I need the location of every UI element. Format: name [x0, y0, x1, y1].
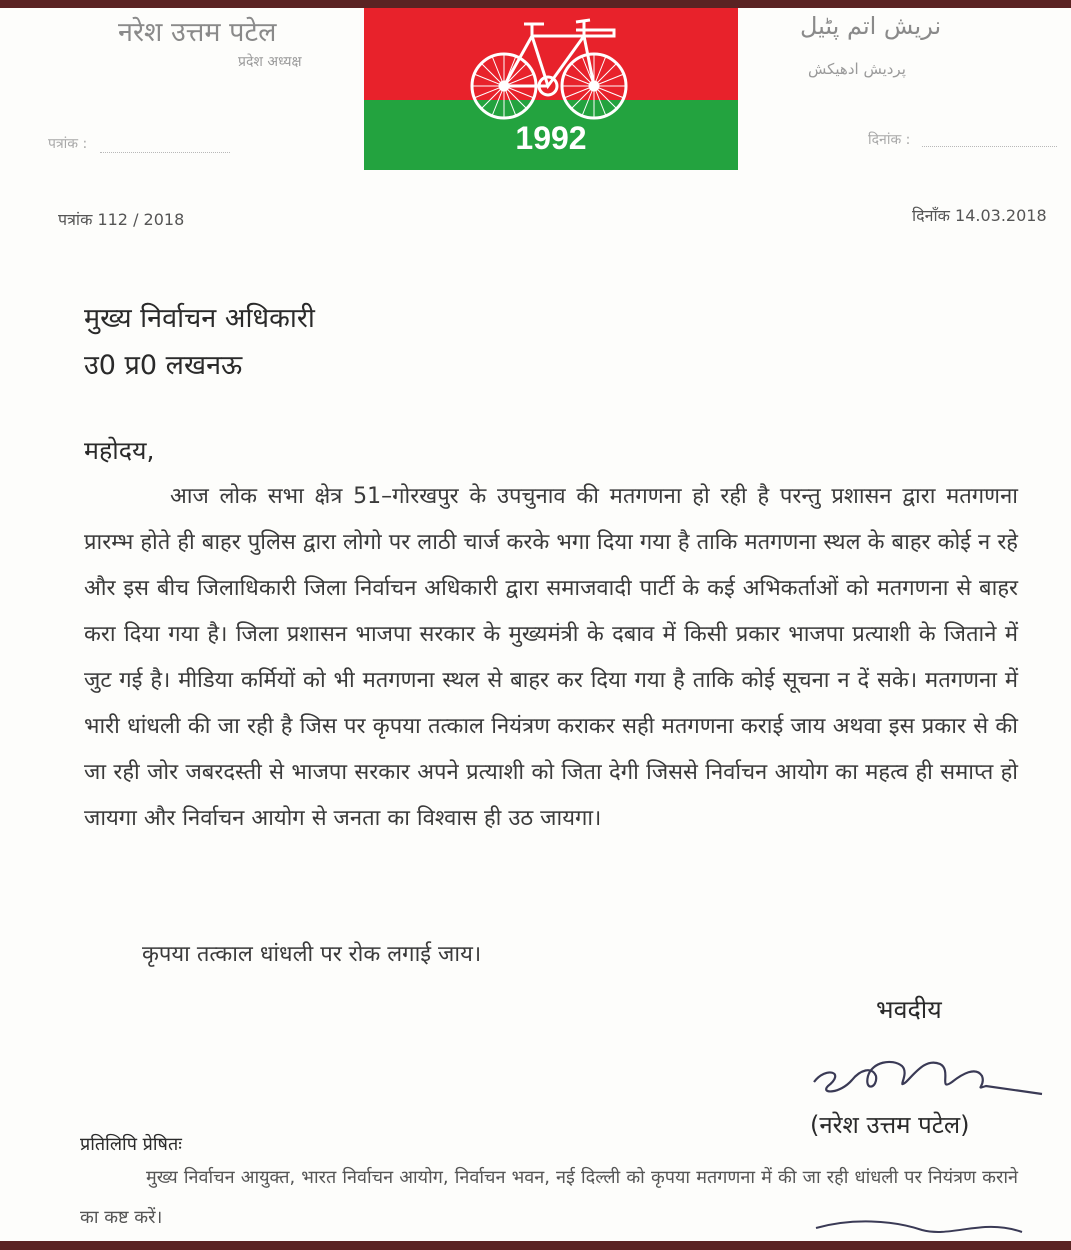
letter-page	[0, 8, 1071, 1241]
letter-number: पत्रांक 112 / 2018	[58, 210, 185, 229]
party-flag-logo	[364, 8, 738, 170]
logo-year: 1992	[515, 120, 587, 156]
salutation: महोदय,	[84, 436, 155, 465]
bicycle-icon	[464, 10, 644, 132]
letterhead-title-hindi: प्रदेश अध्यक्ष	[238, 54, 302, 70]
ref-dotted-line	[100, 152, 230, 153]
letterhead-name-hindi: नरेश उत्तम पटेल	[118, 17, 277, 48]
addressee-line-2: उ0 प्र0 लखनऊ	[84, 350, 243, 381]
letterhead-ref-label: पत्रांक :	[48, 136, 88, 152]
letter-body: आज लोक सभा क्षेत्र 51–गोरखपुर के उपचुनाव की मतगणना हो रही है परन्तु प्रशासन द्वारा मतगणना प्रारम्भ होते ही बाहर पुलिस द्वारा लोगो पर लाठी चार्ज करके भगा दिया गया है ताकि मतगणना स्थल के बाहर कोई न रहे और इस बीच जिलाधिकारी जिला निर्वाचन अधिकारी द्वारा समाजवादी पार्टी के कई अभिकर्ताओं को मतगणना से बाहर करा दिया गया है। जिला प्रशासन भाजपा सरकार के मुख्यमंत्री के दबाव में किसी प्रकार भाजपा प्रत्याशी के जिताने में जुट गई है। मीडिया कर्मियों को भी मतगणना स्थल से बाहर कर दिया गया है ताकि कोई सूचना न दें सके। मतगणना में भारी धांधली की जा रही है जिस पर कृपया तत्काल नियंत्रण कराकर सही मतगणना कराई जाय अथवा इस प्रकार से की जा रही जोर जबरदस्ती से भाजपा सरकार अपने प्रत्याशी को जिता देगी जिससे निर्वाचन आयोग का महत्व ही समाप्त हो जायगा और निर्वाचन आयोग से जनता का विश्वास ही उठ जायगा।	[84, 484, 1018, 831]
letterhead-title-urdu: پردیش ادھیکش	[808, 60, 906, 78]
letterhead-date-label: दिनांक :	[868, 132, 911, 148]
signatory-name: (नरेश उत्तम पटेल)	[810, 1111, 970, 1139]
addressee-line-1: मुख्य निर्वाचन अधिकारी	[84, 303, 315, 334]
copy-to-text: मुख्य निर्वाचन आयुक्त, भारत निर्वाचन आयोग, निर्वाचन भवन, नई दिल्ली को कृपया मतगणना में की जा रही धांधली पर नियंत्रण कराने का कष्ट करें।	[80, 1167, 1018, 1228]
date-dotted-line	[922, 146, 1057, 147]
letter-date: दिनाँक 14.03.2018	[912, 206, 1047, 225]
partial-signature	[812, 1208, 1032, 1241]
letterhead-name-urdu: نریش اتم پٹیل	[800, 12, 942, 40]
closing-request: कृपया तत्काल धांधली पर रोक लगाई जाय।	[142, 942, 482, 967]
copy-to-heading: प्रतिलिपि प्रेषितः	[80, 1134, 182, 1155]
yours-faithfully: भवदीय	[876, 995, 942, 1024]
handwritten-signature	[806, 1036, 1046, 1112]
